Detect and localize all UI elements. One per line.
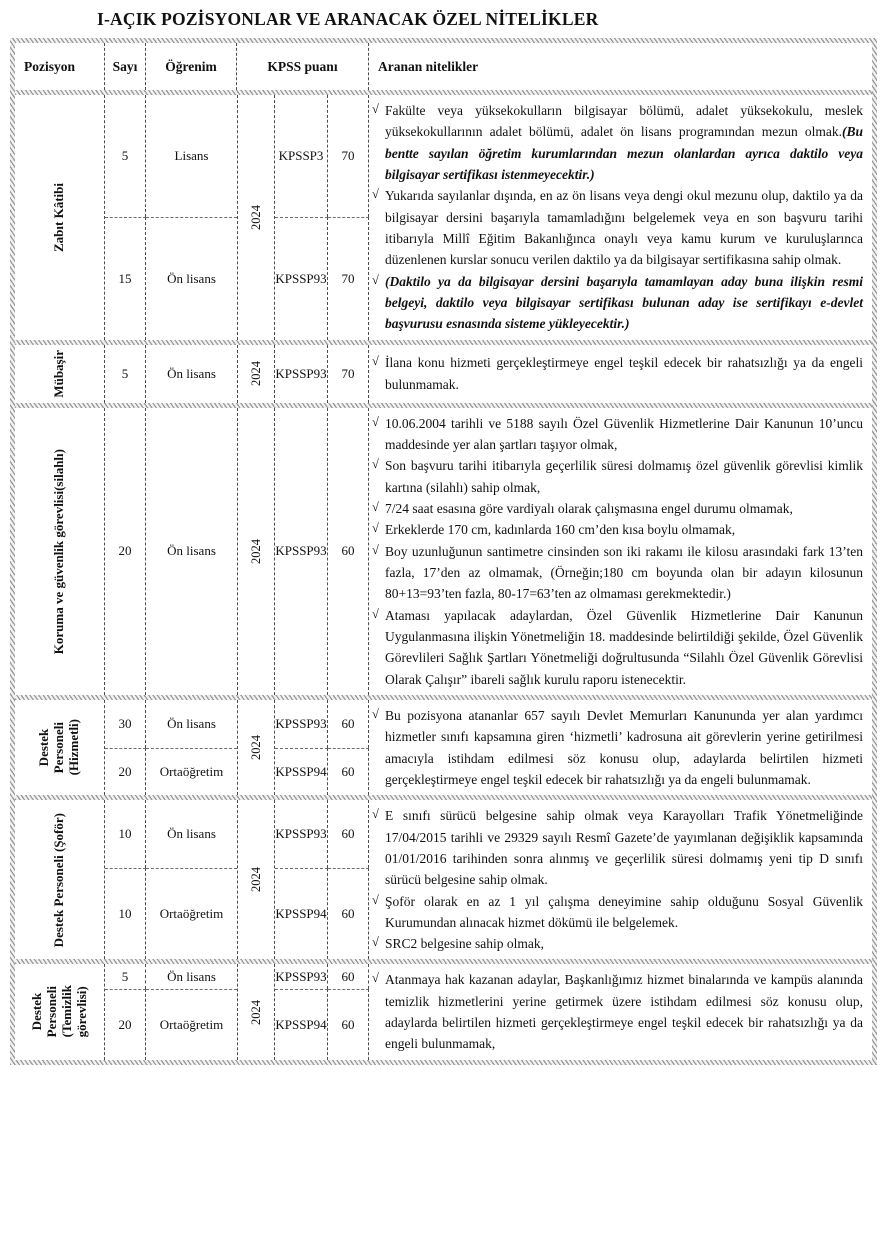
kpss-type-cell: KPSSP93 [275,800,328,868]
ogrenim-cell: Ön lisans [167,365,216,381]
kpss-score-cell: 60 [328,700,369,748]
requirements-cell [369,95,872,340]
kpss-year-cell [237,345,275,403]
checkmark-icon: √ [372,807,379,822]
table-row [15,800,872,959]
checkmark-icon: √ [372,971,379,986]
kpss-score-cell: 70 [328,217,369,339]
ogrenim-cell: Ön lisans [167,715,216,731]
table-row [15,345,872,403]
kpss-type-cell: KPSSP93 [275,700,328,748]
position-label: Mübaşir [51,349,67,398]
kpss-year-label: 2024 [248,361,263,387]
kpss-year-cell [237,408,275,695]
requirement-text: Şoför olarak en az 1 yıl çalışma deneyimine sahip olduğunu Sosyal Güvenlik Kurumundan alınacak hizmet dökümü ile belgelemek. [385,893,863,930]
requirement-text: E sınıfı sürücü belgesine sahip olmak veya Karayolları Trafik Yönetmeliğinde 17/04/2015 tarihli ve 29329 sayılı Resmî Gazete’de yayımlanan değişiklik kapsamında 01/01/2016 tarihinden sonra alınmış ve geçerlilik süresi dolmamış yeni tip D sınıfı sürücü belgesine sahip olmak. [385,808,863,888]
ogrenim-cell: Lisans [174,148,209,164]
kpss-score-cell: 60 [328,989,369,1059]
requirement-item [372,455,863,498]
requirement-item [372,413,863,456]
ogrenim-cell: Ortaöğretim [146,868,237,959]
requirement-text: Yukarıda sayılanlar dışında, en az ön lisans veya dengi okul mezunu olup, daktilo ya da bilgisayar dersini başarıyla tamamladığını belgelemek veya en son başvuru tarihi itibarıyla Millî Eğitim Bakanlığınca onaylı veya kamu kurum ve kuruluşlarınca düzenlenen kurslar sonucu verilen daktilo ya da bilgisayar sertifikasına sahip olmak. [385,188,863,268]
kpss-score-cell: 60 [328,800,369,868]
requirement-text: 10.06.2004 tarihli ve 5188 sayılı Özel Güvenlik Hizmetlerine Dair Kanunun 10’uncu maddesinde yer alan şartları taşıyor olmak, [385,415,863,452]
checkmark-icon: √ [372,499,379,514]
requirement-item [372,352,863,395]
kpss-type-cell: KPSSP93 [275,408,328,695]
sayi-cell: 15 [105,217,146,339]
kpss-type-cell: KPSSP94 [275,748,328,796]
sayi-cell: 20 [105,989,146,1059]
kpss-score-cell: 70 [328,95,369,217]
kpss-year-label: 2024 [248,999,263,1025]
checkmark-icon: √ [372,354,379,369]
checkmark-icon: √ [372,606,379,621]
kpss-year-cell [237,95,275,340]
requirement-text-emphasis: (Bu bentte sayılan öğretim kurumlarından mezun olanlardan ayrıca daktilo veya bilgisayar sertifikası istenmeyecektir.) [385,124,863,182]
sayi-cell: 10 [105,800,146,868]
kpss-year-cell [237,700,275,795]
header-kpss-puani: KPSS puanı [237,43,369,90]
table-row [15,964,872,1059]
requirement-text: Bu pozisyona atananlar 657 sayılı Devlet Memurları Kanununda yer alan yardımcı hizmetler sınıfı kapsamına giren ‘hizmetli’ kadrosuna ait görevlerin yerine getirilmesi amacıyla istihdam edilmesi söz konusu olup, adaylarda belirtilen hizmeti gerçekleştirmeye engel teşkil edecek bir rahatsızlığı ya da engeli bulunmamak. [385,707,863,787]
kpss-score-cell: 60 [328,408,369,695]
position-cell [15,700,105,795]
positions-table [10,38,877,1065]
position-label: Zabıt Kâtibi [51,182,67,252]
requirement-item [372,605,863,690]
requirement-text: Son başvuru tarihi itibarıyla geçerlilik süresi dolmamış özel güvenlik görevlisi kimlik kartına (silahlı) sahip olmak, [385,458,863,495]
requirement-item [372,805,863,890]
sayi-cell: 5 [105,964,146,989]
kpss-year-label: 2024 [248,867,263,893]
checkmark-icon: √ [372,892,379,907]
sayi-cell: 30 [105,700,146,748]
kpss-score-cell: 60 [328,748,369,796]
position-label: Destek Personeli (Şoför) [51,812,67,947]
ogrenim-cell: Ön lisans [167,968,216,984]
requirements-cell [369,964,872,1059]
requirement-text: Ataması yapılacak adaylardan, Özel Güvenlik Hizmetlerine Dair Kanunun Uygulanmasına ilişkin Yönetmeliğin 18. maddesinde belirtildiği şekilde, Özel Güvenlik Görevlileri Sağlık Şartları Yönetmeliği doğrultusunda “Silahlı Özel Güvenlik Görevlisi Olarak Çalışır” ibareli sağlık kurulu raporu istenecektir. [385,607,863,687]
requirement-item [372,969,863,1054]
checkmark-icon: √ [372,542,379,557]
checkmark-icon: √ [372,414,379,429]
requirement-text: 7/24 saat esasına göre vardiyalı olarak çalışmasına engel durumu olmamak, [385,500,793,516]
requirements-cell [369,800,872,959]
checkmark-icon: √ [372,272,379,287]
kpss-type-cell: KPSSP93 [275,964,328,989]
checkmark-icon: √ [372,187,379,202]
requirement-item [372,185,863,270]
requirement-text-emphasis: (Daktilo ya da bilgisayar dersini başarıyla tamamlayan aday buna ilişkin resmi belgeyi, daktilo veya bilgisayar sertifikası bulunan aday ise sertifikayı e-devlet başvurusu esnasında sisteme yükleyecektir.) [385,273,863,332]
position-cell [15,964,105,1059]
checkmark-icon: √ [372,935,379,950]
sayi-cell: 20 [105,748,146,796]
position-cell [15,95,105,340]
sayi-cell: 5 [105,95,146,217]
header-sayi: Sayı [105,43,146,90]
sayi-cell: 20 [105,408,146,695]
kpss-year-label: 2024 [248,538,263,564]
kpss-type-cell: KPSSP94 [275,989,328,1059]
kpss-type-cell: KPSSP93 [275,217,328,339]
position-label: Koruma ve güvenlik görevlisi(silahlı) [51,448,67,654]
position-cell [15,345,105,403]
requirement-text: Boy uzunluğunun santimetre cinsinden son iki rakamı ile kilosu arasındaki fark 13’ten fazla, 17’den az olmamak, (Örneğin;180 cm boyunda olan bir adayın kilosunun 80+13=93’ten fazla, 80-17=63’ten az olmaması gerekmektedir.) [385,543,863,602]
ogrenim-cell: Ön lisans [146,217,237,339]
ogrenim-cell: Ön lisans [167,543,216,559]
checkmark-icon: √ [372,521,379,536]
kpss-score-cell: 60 [328,868,369,959]
requirement-item [372,498,863,519]
requirement-item [372,519,863,540]
kpss-type-cell: KPSSP3 [275,95,328,217]
requirement-text: İlana konu hizmeti gerçekleştirmeye engel teşkil edecek bir rahatsızlığı ya da engeli bulunmamak. [385,355,863,392]
table-header-row [15,43,872,90]
table-row [15,408,872,695]
sayi-cell: 10 [105,868,146,959]
kpss-score-cell: 70 [328,345,369,403]
header-pozisyon: Pozisyon [15,43,105,90]
requirements-cell [369,408,872,695]
kpss-year-label: 2024 [248,204,263,230]
kpss-year-cell [237,800,275,959]
requirement-text: Atanmaya hak kazanan adaylar, Başkanlığımız hizmet binalarında ve kampüs alanında temizlik hizmetlerini yerine getirmek üzere istihdam edilmesi söz konusu olup, adaylarda belirtilen hizmeti gerçekleştirmeye engel teşkil edecek bir rahatsızlığı ya da engeli bulunmamak, [385,972,863,1052]
sayi-cell: 5 [105,345,146,403]
requirement-text: Fakülte veya yüksekokulların bilgisayar bölümü, adalet yüksekokulu, meslek yüksekokullarının adalet bölümü, adalet ön lisans programından mezun olmak. [385,103,863,140]
ogrenim-cell: Ortaöğretim [146,748,237,796]
checkmark-icon: √ [372,102,379,116]
kpss-year-cell [237,964,275,1059]
requirements-cell [369,700,872,795]
table-row [15,700,872,795]
header-ogrenim: Öğrenim [146,43,237,90]
kpss-score-cell: 60 [328,964,369,989]
requirement-item [372,891,863,934]
kpss-type-cell: KPSSP93 [275,345,328,403]
position-cell [15,408,105,695]
requirement-text: SRC2 belgesine sahip olmak, [385,936,544,952]
requirement-item [372,100,863,185]
position-cell [15,800,105,959]
checkmark-icon: √ [372,706,379,721]
requirement-item [372,933,863,954]
requirement-item [372,541,863,605]
ogrenim-cell: Ön lisans [167,826,216,842]
requirement-item [372,271,863,335]
kpss-type-cell: KPSSP94 [275,868,328,959]
table-row [15,95,872,340]
ogrenim-cell: Ortaöğretim [146,989,237,1059]
position-label: Destek Personeli (Hizmetli) [36,719,81,776]
page-title: I-AÇIK POZİSYONLAR VE ARANACAK ÖZEL NİTELİKLER [97,9,599,29]
requirement-item [372,705,863,790]
header-aranan-nitelikler: Aranan nitelikler [378,58,479,74]
kpss-year-label: 2024 [248,735,263,761]
checkmark-icon: √ [372,457,379,472]
position-label: Destek Personeli (Temizlik görevlisi) [28,986,89,1039]
requirement-text: Erkeklerde 170 cm, kadınlarda 160 cm’den kısa boylu olmamak, [385,522,736,538]
requirements-cell [369,345,872,403]
